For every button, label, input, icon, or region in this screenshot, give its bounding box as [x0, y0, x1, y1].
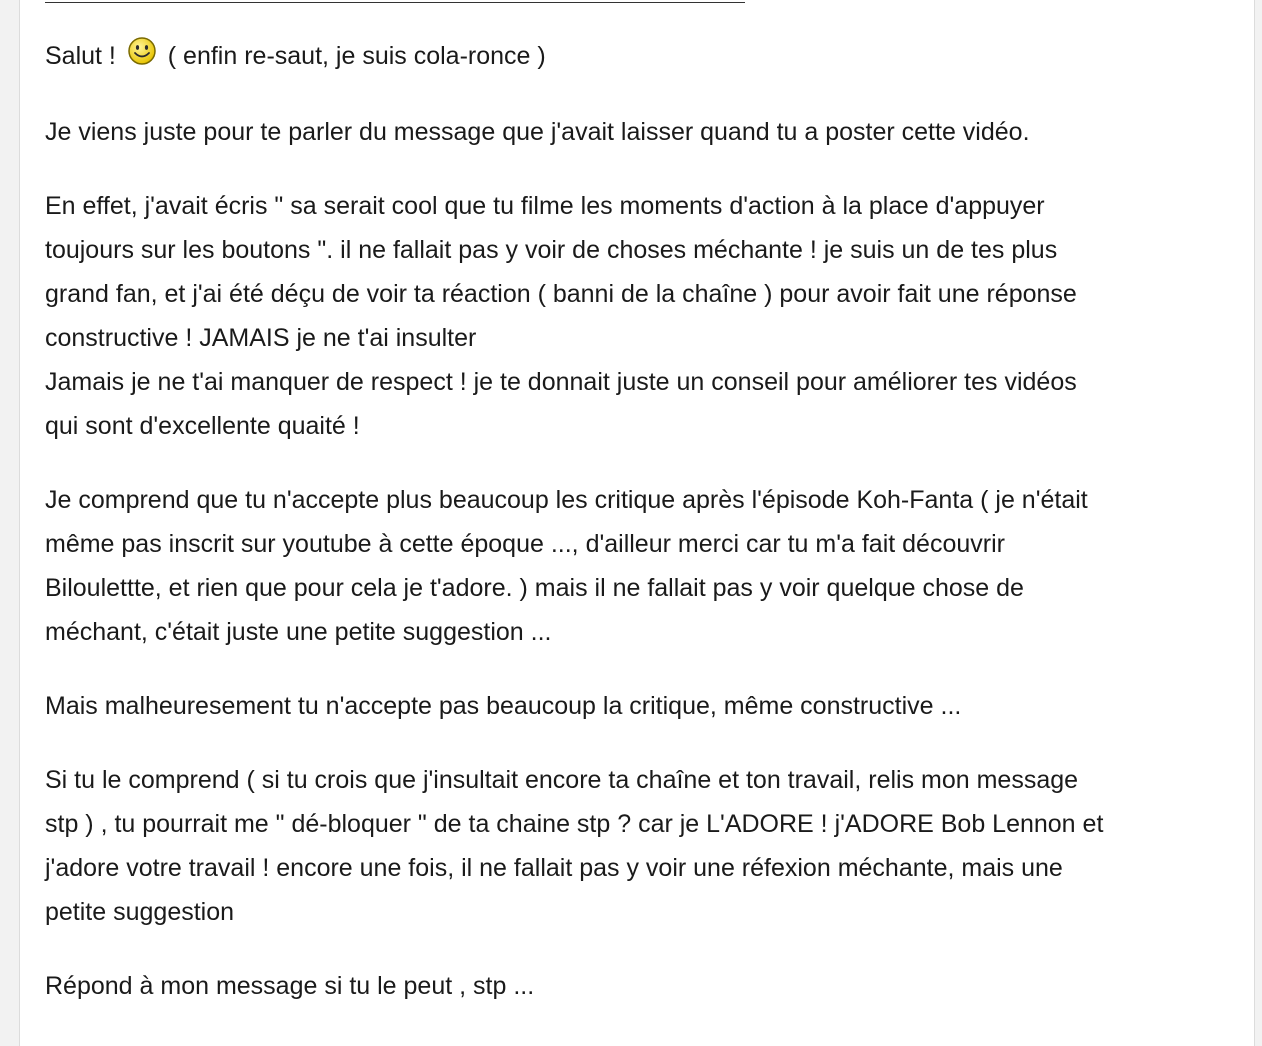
- text-line: stp ) , tu pourrait me " dé-bloquer " de ta chaine stp ? car je L'ADORE ! j'ADORE Bob Lennon et: [45, 810, 1104, 838]
- text-line: méchant, c'était juste une petite suggestion ...: [45, 618, 552, 646]
- message-body: [45, 34, 1245, 1038]
- text-line: Biloulettte, et rien que pour cela je t'adore. ) mais il ne fallait pas y voir quelque chose de: [45, 574, 1024, 602]
- paragraph-7: Répond à mon message si tu le peut , stp ...: [45, 972, 535, 1000]
- text-line: petite suggestion: [45, 898, 235, 926]
- top-divider: [45, 2, 745, 3]
- text-line: Jamais je ne t'ai manquer de respect ! je te donnait juste un conseil pour améliorer tes vidéos: [45, 368, 1077, 396]
- text-line: Si tu le comprend ( si tu crois que j'insultait encore ta chaîne et ton travail, relis mon message: [45, 766, 1079, 794]
- greeting-suffix: ( enfin re-saut, je suis cola-ronce ): [167, 42, 546, 70]
- text-line: j'adore votre travail ! encore une fois, il ne fallait pas y voir une réfexion méchante, mais une: [45, 854, 1063, 882]
- text-line: constructive ! JAMAIS je ne t'ai insulter: [45, 324, 477, 352]
- text-line: toujours sur les boutons ". il ne fallait pas y voir de choses méchante ! je suis un de tes plus: [45, 236, 1058, 264]
- text-line: même pas inscrit sur youtube à cette époque ..., d'ailleur merci car tu m'a fait découvrir: [45, 530, 1005, 558]
- text-line: grand fan, et j'ai été déçu de voir ta réaction ( banni de la chaîne ) pour avoir fait une réponse: [45, 280, 1077, 308]
- paragraph-3: [45, 184, 1245, 448]
- text-line: qui sont d'excellente quaité !: [45, 412, 360, 440]
- greeting-prefix: Salut !: [45, 42, 116, 70]
- smiley-icon: [127, 36, 157, 80]
- text-line: En effet, j'avait écris " sa serait cool que tu filme les moments d'action à la place d'appuyer: [45, 192, 1045, 220]
- greeting-paragraph: [45, 34, 1245, 80]
- paragraph-2: Je viens juste pour te parler du message que j'avait laisser quand tu a poster cette vidéo.: [45, 118, 1030, 146]
- paragraph-5: Mais malheuresement tu n'accepte pas beaucoup la critique, même constructive ...: [45, 692, 962, 720]
- text-line: Je comprend que tu n'accepte plus beaucoup les critique après l'épisode Koh-Fanta ( je n'était: [45, 486, 1088, 514]
- paragraph-6: [45, 758, 1245, 934]
- paragraph-4: [45, 478, 1245, 654]
- message-panel: [19, 0, 1255, 1046]
